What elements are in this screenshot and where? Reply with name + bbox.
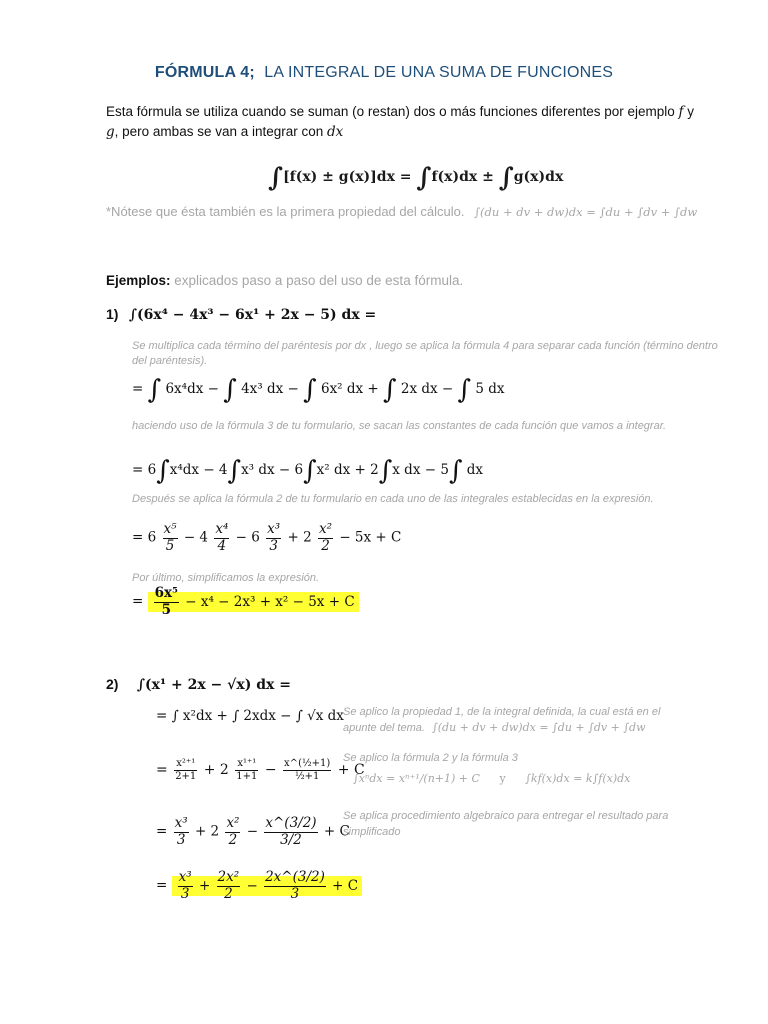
example-2-problem <box>106 676 291 694</box>
integral-sign: ∫ <box>303 456 317 486</box>
term: = 6 <box>132 462 157 478</box>
intro-text-1: Esta fórmula se utiliza cuando se suman (o restan) dos o más funciones diferentes por ejemplo <box>106 104 679 119</box>
numerator: x⁴ <box>215 521 229 537</box>
term: − <box>246 877 258 894</box>
integral-sign: ∫ <box>457 375 472 405</box>
example-1-note-4: Por último, simplificamos la expresión. <box>132 572 320 584</box>
example-1-step-3 <box>132 522 401 554</box>
denominator: 3 <box>269 537 278 554</box>
intro-g: g <box>106 124 115 140</box>
term: − 6 <box>235 529 260 546</box>
term: 6x⁴dx − <box>165 381 219 397</box>
fraction <box>318 522 333 554</box>
example-2-note-2-formulas <box>353 772 630 785</box>
term: + 2 <box>287 529 312 546</box>
numerator: x² <box>318 521 333 537</box>
term: − 5x + C <box>339 529 402 546</box>
numerator: x^(3/2) <box>265 815 317 831</box>
page-title <box>0 64 768 82</box>
term: + <box>198 877 211 894</box>
term: x³ dx − 6 <box>241 462 304 478</box>
numerator: x^(½+1) <box>284 758 331 769</box>
example-1-note-2: haciendo uso de la fórmula 3 de tu formulario, se sacan las constantes de cada función que vamos a integrar. <box>132 420 667 432</box>
example-number: 1) <box>106 306 119 322</box>
example-1-result <box>132 586 359 618</box>
title-rest: LA INTEGRAL DE UNA SUMA DE FUNCIONES <box>264 64 614 81</box>
fraction <box>214 522 229 554</box>
formula-mid: f(x)dx ± <box>431 169 494 185</box>
note-formula: ∫(du + dv + dw)dx = ∫du + ∫dv + ∫dw <box>432 721 646 734</box>
example-2-note-3: Se aplica procedimiento algebraico para entregar el resultado para simplificado <box>343 810 669 838</box>
term: 4x³ dx − <box>241 381 299 397</box>
integral-sign: ∫ <box>227 456 242 486</box>
denominator: 3 <box>176 831 186 848</box>
term: = <box>156 762 168 778</box>
fraction <box>217 870 241 902</box>
fraction <box>266 522 281 554</box>
term: dx <box>466 462 484 478</box>
fraction <box>174 816 189 848</box>
term: = <box>156 823 168 840</box>
example-1-step-1: = ∫ 6x⁴dx − ∫ 4x³ dx − ∫ 6x² dx + ∫ 2x dx − ∫ 5 dx <box>132 375 505 405</box>
intro-text-2: , pero ambas se van a integrar con <box>114 124 328 139</box>
integral-sign: ∫ <box>448 456 463 486</box>
term: − x⁴ − 2x³ + x² − 5x + C <box>185 593 355 610</box>
term: + C <box>323 823 350 840</box>
example-2-step-1: = ∫ x²dx + ∫ 2xdx − ∫ √x dx <box>156 708 344 724</box>
numerator: x¹⁺¹ <box>235 758 258 771</box>
fraction <box>178 870 193 902</box>
note-formula: ∫kf(x)dx = k∫f(x)dx <box>525 772 631 785</box>
fraction <box>264 816 317 848</box>
integral-sign: ∫ <box>268 163 284 193</box>
example-2-note-1 <box>343 704 683 736</box>
numerator: 2x² <box>217 869 240 885</box>
term: − <box>264 762 277 778</box>
integral-sign: ∫ <box>498 163 514 193</box>
denominator: ½+1 <box>294 770 320 782</box>
integral-sign: ∫ <box>156 456 170 486</box>
term: + 2 <box>194 823 220 840</box>
fraction <box>154 586 179 618</box>
term: + C <box>332 877 359 894</box>
denominator: 2+1 <box>175 770 197 782</box>
term: 2x dx − <box>400 381 454 397</box>
denominator: 3 <box>290 885 300 902</box>
denominator: 2 <box>228 831 238 848</box>
term: x dx − 5 <box>392 462 449 478</box>
term: 5 dx <box>475 381 505 397</box>
numerator: x⁵ <box>163 521 177 537</box>
intro-y: y <box>683 104 695 119</box>
example-2-expression: ∫(x¹ + 2x − √x) dx = <box>136 677 291 693</box>
examples-heading <box>106 273 463 288</box>
integral-sign: ∫ <box>378 456 393 486</box>
example-1-step-2 <box>132 451 484 486</box>
note-text: Se aplico la propiedad 1, de la integral definida, la cual está en el apunte del tema. <box>343 706 661 734</box>
example-2-note-2: Se aplico la fórmula 2 y la fórmula 3 <box>343 752 518 764</box>
denominator: 3/2 <box>280 831 302 848</box>
term: + 2 <box>203 762 229 778</box>
integral-sign: ∫ <box>416 163 432 193</box>
term: x⁴dx − 4 <box>169 462 228 478</box>
numerator: 2x^(3/2) <box>265 869 325 885</box>
title-bold: FÓRMULA 4; <box>154 64 255 81</box>
highlighted-result <box>172 869 362 902</box>
numerator: 6x⁵ <box>154 585 178 601</box>
integral-sign: ∫ <box>147 375 162 405</box>
example-number: 2) <box>106 676 119 692</box>
note-text: *Nótese que ésta también es la primera propiedad del cálculo. <box>106 204 465 219</box>
denominator: 4 <box>217 537 227 554</box>
integral-sign: ∫ <box>303 375 317 405</box>
example-2-step-2 <box>156 758 365 782</box>
integral-sign: ∫ <box>223 375 237 405</box>
example-1-expression: ∫(6x⁴ − 4x³ − 6x¹ + 2x − 5) dx = <box>128 307 377 323</box>
numerator: x² <box>226 815 240 831</box>
numerator: x²⁺¹ <box>174 758 197 771</box>
property-note <box>106 204 697 219</box>
term: = 6 <box>132 529 157 546</box>
example-2-result <box>156 870 362 902</box>
highlighted-result <box>148 585 359 618</box>
integral-sign: ∫ <box>383 375 397 405</box>
examples-sub: explicados paso a paso del uso de esta fórmula. <box>174 273 464 288</box>
example-1-note-3: Después se aplica la fórmula 2 de tu formulario en cada uno de las integrales establecidas en la expresión. <box>132 493 654 505</box>
denominator: 5 <box>161 601 171 618</box>
numerator: x³ <box>174 815 188 831</box>
formula-lhs: [f(x) ± g(x)]dx = <box>283 169 412 185</box>
denominator: 3 <box>180 885 190 902</box>
note-connector: y <box>499 772 506 785</box>
fraction <box>174 758 197 782</box>
denominator: 2 <box>224 885 233 902</box>
intro-dx: dx <box>327 124 344 140</box>
intro-paragraph <box>106 102 706 142</box>
term: + C <box>337 762 365 778</box>
note-formula: ∫(du + dv + dw)dx = ∫du + ∫dv + ∫dw <box>474 205 698 219</box>
fraction <box>163 522 178 554</box>
intro-f: f <box>678 104 684 120</box>
term: 6x² dx + <box>320 381 379 397</box>
example-1-note-1: Se multiplica cada término del paréntesis por dx , luego se aplica la fórmula 4 para separar cada función (término dentro del paréntesis). <box>132 340 718 367</box>
term: = <box>132 593 144 610</box>
fraction <box>264 870 326 902</box>
numerator: x³ <box>178 869 192 885</box>
term: − 4 <box>183 529 209 546</box>
examples-label: Ejemplos: <box>106 273 171 288</box>
fraction <box>225 816 240 848</box>
numerator: x³ <box>267 521 281 537</box>
main-formula <box>268 158 564 193</box>
formula-rhs: g(x)dx <box>513 169 564 185</box>
example-2-step-3 <box>156 816 350 848</box>
denominator: 1+1 <box>236 770 258 782</box>
denominator: 5 <box>165 537 175 554</box>
term: = <box>156 877 168 894</box>
fraction <box>283 758 331 782</box>
denominator: 2 <box>321 537 330 554</box>
fraction <box>235 758 258 782</box>
note-formula: ∫xⁿdx = xⁿ⁺¹/(n+1) + C <box>353 772 480 785</box>
example-1-problem <box>106 306 376 324</box>
term: x² dx + 2 <box>316 462 379 478</box>
term: − <box>246 823 259 840</box>
